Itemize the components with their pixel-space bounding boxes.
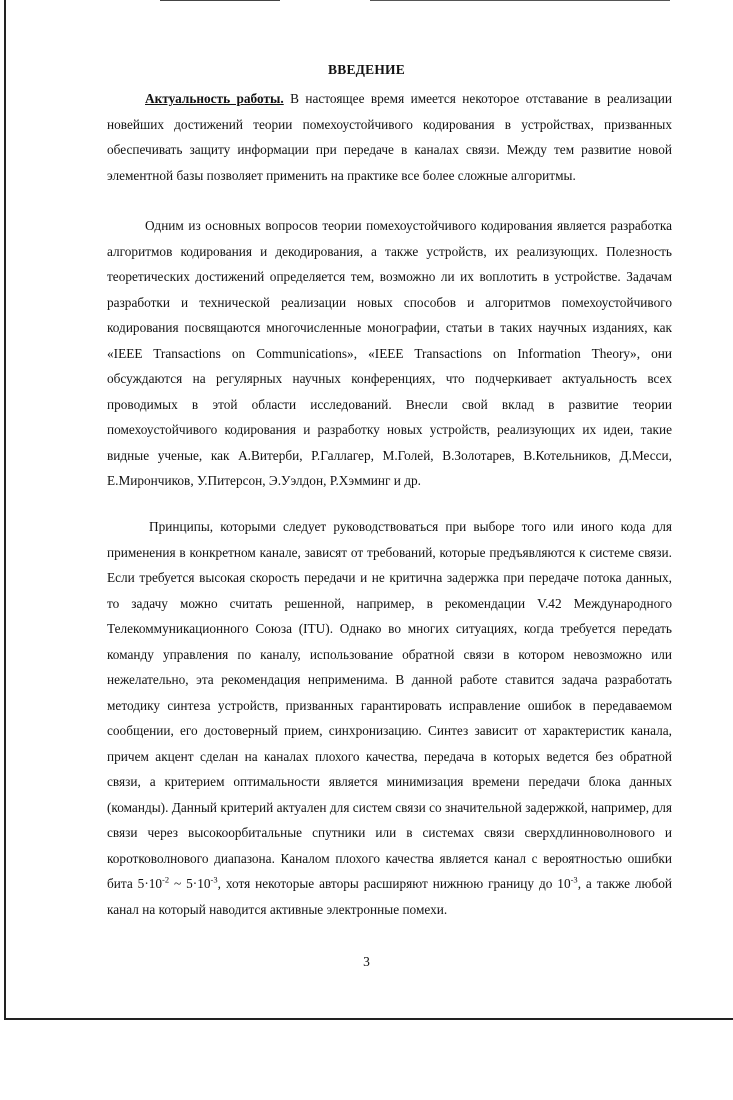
scan-border-bottom	[4, 1018, 733, 1020]
scan-edge-top-left	[160, 0, 280, 1]
exponent-3: -3	[570, 874, 578, 885]
paragraph-coding-theory: Одним из основных вопросов теории помехоустойчивого кодирования является разработка алгоритмов кодирования и декодирования, а также устройств, их реализующих. Полезность теоретических достижений определяется тем, возможно ли их воплотить в устройстве. Задачам разработки и технической реализации новых способов и алгоритмов помехоустойчивого кодирования посвящаются многочисленные монографии, статьи в таких научных изданиях, как «IEEE Transactions on Communications», «IEEE Transactions on Information Theory», они обсуждаются на регулярных научных конференциях, что подчеркивает актуальность всех проводимых в этой области исследований. Внесли свой вклад в развитие теории помехоустойчивого кодирования и разработку новых устройств, реализующих их идеи, такие видные ученые, как А.Витерби, Р.Галлагер, М.Голей, В.Золотарев, В.Котельников, Д.Месси, Е.Мирончиков, У.Питерсон, Э.Уэлдон, Р.Хэмминг и др.	[107, 218, 672, 488]
paragraph-relevance-text: В настоящее время имеется некоторое отставание в реализации новейших достижений теории помехоустойчивого кодирования в устройствах, призванных обеспечивать защиту информации при передаче в каналах связи. Между тем развитие новой элементной базы позволяет применить на практике все более сложные алгоритмы.	[107, 91, 672, 183]
paragraph-principles-text: Принципы, которыми следует руководствоваться при выборе того или иного кода для применения в конкретном канале, зависят от требований, которые предъявляются к системе связи. Если требуется высокая скорость передачи и не критична задержка при передаче потока данных, то задачу можно считать решенной, например, в рекомендации V.42 Международного Телекоммуникационного Союза (ITU). Однако во многих ситуациях, когда требуется передать команду управления по каналу, использование обратной связи в котором невозможно или нежелательно, эта рекомендация неприменима. В данной работе ставится задача разработать методику синтеза устройств, призванных гарантировать исправление ошибок в передаваемом сообщении, его достоверный прием, синхронизацию. Синтез зависит от характеристик канала, причем акцент сделан на каналах плохого качества, передача в которых ведется без обратной связи, а критерием оптимальности является минимизация времени передачи блока данных (команды). Данный критерий актуален для систем связи со значительной задержкой, например, для связи через высокоорбитальные спутники или в системах связи сверхдлинноволнового и коротковолнового диапазона. Каналом плохого качества является канал с вероятностью ошибки бита 5·10	[107, 519, 672, 891]
paragraph-principles-range: ~ 5·10	[169, 876, 211, 891]
page-number: 3	[363, 954, 370, 969]
paragraph-principles-end: , а также любой канал на который наводится активные электронные помехи.	[107, 876, 672, 917]
section-title: ВВЕДЕНИЕ	[328, 62, 405, 77]
scan-border-left	[4, 0, 6, 1020]
scan-edge-top-right	[370, 0, 670, 1]
exponent-2: -3	[210, 874, 218, 885]
paragraph-relevance	[107, 86, 672, 188]
exponent-1: -2	[162, 874, 170, 885]
relevance-heading: Актуальность работы.	[145, 91, 284, 106]
paragraph-principles-bound: , хотя некоторые авторы расширяют нижнюю границу до 10	[217, 876, 571, 891]
paragraph-principles	[107, 514, 672, 922]
